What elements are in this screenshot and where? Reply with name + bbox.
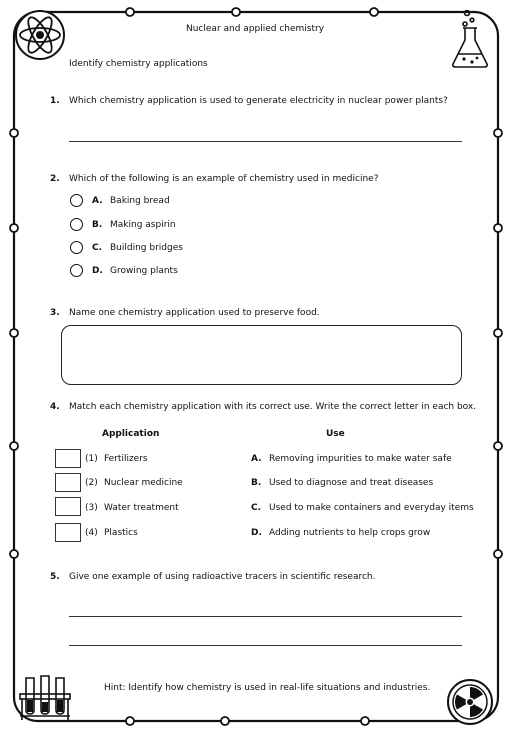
answer-line[interactable] [69, 616, 462, 617]
question-text: Which chemistry application is used to generate electricity in nuclear power plants? [69, 96, 448, 106]
use-text: Adding nutrients to help crops grow [269, 528, 431, 538]
application-text: Water treatment [104, 503, 179, 513]
answer-letter-box[interactable] [55, 449, 81, 468]
question-number: 1. [50, 96, 60, 106]
application-number: (1) [85, 454, 98, 464]
option-letter: D. [92, 266, 103, 276]
use-text: Used to diagnose and treat diseases [269, 478, 434, 488]
application-text: Fertilizers [104, 454, 148, 464]
option-letter: B. [92, 220, 103, 230]
use-text: Used to make containers and everyday items [269, 503, 474, 513]
use-letter: B. [251, 478, 262, 488]
use-letter: A. [251, 454, 262, 464]
radiation-icon [446, 678, 494, 726]
use-letter: D. [251, 528, 262, 538]
question-number: 5. [50, 572, 60, 582]
hint-text: Hint: Identify how chemistry is used in real-life situations and industries. [104, 683, 431, 693]
question-text: Which of the following is an example of chemistry used in medicine? [69, 174, 379, 184]
question-text: Give one example of using radioactive tracers in scientific research. [69, 572, 376, 582]
option-letter: C. [92, 243, 103, 253]
question-number: 2. [50, 174, 60, 184]
option-text: Growing plants [110, 266, 178, 276]
use-letter: C. [251, 503, 262, 513]
worksheet-subtitle: Identify chemistry applications [69, 59, 208, 69]
answer-box[interactable] [61, 325, 462, 385]
option-text: Making aspirin [110, 220, 176, 230]
column-header-use: Use [326, 429, 345, 439]
question-text: Match each chemistry application with its correct use. Write the correct letter in each box. [69, 402, 477, 412]
use-text: Removing impurities to make water safe [269, 454, 452, 464]
column-header-application: Application [102, 429, 160, 439]
question-number: 4. [50, 402, 60, 412]
flask-icon [448, 8, 494, 70]
application-number: (4) [85, 528, 98, 538]
application-text: Plastics [104, 528, 138, 538]
option-text: Baking bread [110, 196, 170, 206]
application-text: Nuclear medicine [104, 478, 183, 488]
atom-icon [14, 10, 66, 60]
answer-letter-box[interactable] [55, 497, 81, 516]
question-text: Name one chemistry application used to preserve food. [69, 308, 320, 318]
option-letter: A. [92, 196, 103, 206]
answer-letter-box[interactable] [55, 473, 81, 492]
test-tubes-icon [18, 672, 72, 722]
question-number: 3. [50, 308, 60, 318]
page-title: Nuclear and applied chemistry [186, 24, 325, 34]
application-number: (3) [85, 503, 98, 513]
option-radio[interactable] [70, 264, 83, 277]
option-radio[interactable] [70, 194, 83, 207]
answer-letter-box[interactable] [55, 523, 81, 542]
application-number: (2) [85, 478, 98, 488]
answer-line[interactable] [69, 141, 462, 142]
answer-line[interactable] [69, 645, 462, 646]
option-radio[interactable] [70, 218, 83, 231]
option-radio[interactable] [70, 241, 83, 254]
option-text: Building bridges [110, 243, 183, 253]
